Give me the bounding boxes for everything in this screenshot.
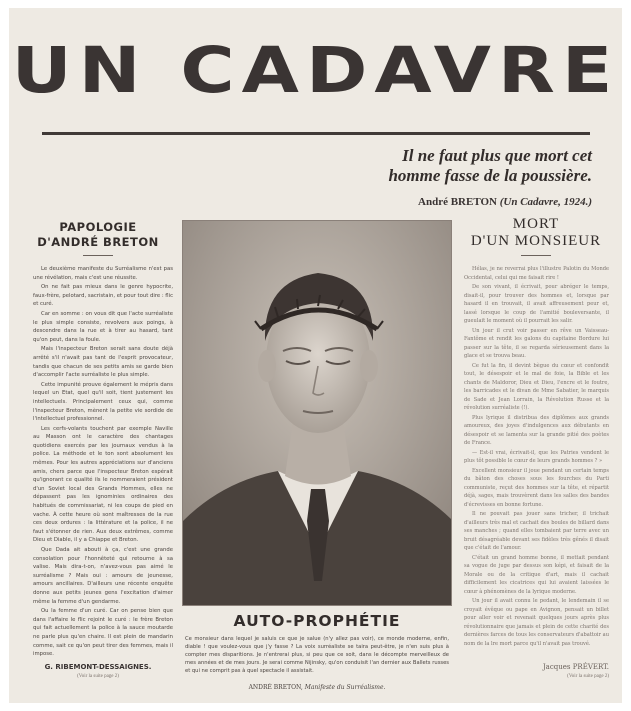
left-paragraph: Que Dada ait abouti à ça, c'est une grande consolation pour l'honnêteté qui retourne à sa valise. Mais dira-t-on, n'avez-vous pas aimé le surréalisme ? Mais oui : amours de jeunesse, amours ancillaires. D'ailleurs une récente enquête donne aux petits jeunes gens l'excitation d'aimer même la femme d'un gendarme. <box>33 547 173 605</box>
left-article-body <box>33 265 173 660</box>
right-article-title <box>461 216 611 250</box>
right-article-signature: Jacques PRÉVERT. <box>542 663 609 671</box>
left-paragraph: Les cerfs-volants touchent par exemple Naville au Masson ont le caractère des chantages quotidiens exercés par les journaux vendus à la police. La méthode et le ton sont absolument les mêmes. Pour les autres appréciations sur d'anciens amis, chers parce que l'inspecteur Breton espérait qu'ignorant ce qualité ils le nommeraient président d'un Soviet local des Grands Hommes, elles ne dépassent pas les ignominies ordinaires des habitués de commissariat, ni les coups de pied en vache. À cette heure où sont maîtresses de la rue ces deux ordures : la littérature et la police, il ne faut s'étonner de rien. Aux deux extrêmes, comme Dieu et Diable, il y a Chiappe et Breton. <box>33 425 173 544</box>
right-title-line-1: MORT <box>512 216 560 232</box>
right-paragraph: Il ne pouvait pas jouer sans tricher, il trichait d'ailleurs très mal et cachait des boules de billard dans ses manches ; quand elles tombaient par terre avec un bruit désagréable devant ses fidèles très gênés il disait que c'était de l'amour. <box>464 511 609 551</box>
right-paragraph: Hélas, je ne reverrai plus l'illustre Palotin du Monde Occidental, celui qui me faisait rire ! <box>464 266 609 281</box>
right-paragraph: De son vivant, il écrivait, pour abréger le temps, disait-il, pour trouver des hommes et, lorsque par hasard il en trouvait, il avait affreusement peur et, lassé lorsque le coup de l'amitié bouleversante, il gueulait le moment où il pourrait les salir. <box>464 284 609 324</box>
right-paragraph: Plus lyrique il distribua des diplômes aux grands amoureux, des joyes d'indulgences aux débutants en désespoir et se lamenta sur la grande pitié des poètes de France. <box>464 414 609 446</box>
newspaper-page <box>9 8 622 703</box>
portrait-drawing <box>183 221 452 606</box>
left-paragraph: Ou la femme d'un curé. Car on pense bien que dans l'affaire le flic rejoint le curé : le frère Breton qui fait actuellement la police à la sauce moutarde ne parle plus qu'en chaire. Il est plein de mandarin comme, sait ce qu'on peut tirer des femmes, mais il impose. <box>33 608 173 658</box>
left-title-line-1: PAPOLOGIE <box>59 220 137 234</box>
caption-credit-source: Manifeste du Surréalisme. <box>304 684 386 691</box>
photo-caption-text: Ce monsieur dans lequel je saluis ce que je salue (n'y allez pas voir), ce monde moderne, enfin, diable ! que voulez-vous que j'y fasse ? La voix surréaliste se taira peut-être, je n'en suis plus à compter mes disparitions. Je n'entrerai plus, si peu que ce soit, dans le décompte merveilleux de mes années et de mes jours. Je serai comme Nijinsky, qu'on conduisit l'an dernier aux Ballets russes et qui ne comprit pas à quel spectacle il assistait. <box>185 636 449 674</box>
left-paragraph: Le deuxième manifeste du Surréalisme n'est pas une révélation, mais c'est une réussite. <box>33 266 173 281</box>
masthead-rule <box>42 132 590 135</box>
photo-caption-title: AUTO-PROPHÉTIE <box>233 612 401 630</box>
masthead-title: UN CADAVRE <box>11 33 620 108</box>
left-article-title <box>23 220 173 250</box>
right-paragraph: — Est-il vrai, écrivait-il, que les Patries vendent le plus tôt possible le cœur de leurs grands hommes ? » <box>464 449 609 464</box>
left-paragraph: On ne fait pas mieux dans le genre hypocrite, faux-frère, pelotard, sacristain, et pour tout dire : flic et curé. <box>33 284 173 308</box>
epigraph-line-2: homme fasse de la poussière. <box>388 166 592 185</box>
left-article-continued: (Voir la suite page 2) <box>77 674 119 679</box>
epigraph-citation: (Un Cadavre, 1924.) <box>499 196 592 208</box>
caption-credit-author: ANDRÉ BRETON, <box>248 684 303 691</box>
epigraph <box>172 146 592 208</box>
right-article-continued: (Voir la suite page 2) <box>567 674 609 679</box>
left-paragraph: Cette impunité prouve également le mépris dans lequel un Etat, quel qu'il soit, tient justement les intellectuels. Principalement ceux qui, comme l'inspecteur Breton, mènent la petite vie sordide de l'intellectuel professionnel. <box>33 381 173 423</box>
epigraph-source <box>418 192 592 212</box>
right-title-rule <box>521 255 551 256</box>
portrait-photo <box>182 220 452 606</box>
epigraph-author: André BRETON <box>418 196 497 208</box>
epigraph-line-1: Il ne faut plus que mort cet <box>402 146 592 165</box>
right-paragraph: Un jour il avait connu le pedant, le lendemain il se croyait évêque ou pape en Avignon, pensait un billet pour aller voir et revenait quelques jours après plus révolutionnaire que jamais et plein de cette charité des dernières farces de tous les conservateurs d'abattoir au nom de la lre mort parce qu'il n'avait pas trouvé. <box>464 598 609 647</box>
left-title-rule <box>83 255 113 256</box>
left-paragraph: Car en somme : on vous dit que l'acte surréaliste le plus simple consiste, revolvers aux poings, à descendre dans la rue et à tirer au hasard, tant qu'on peut, dans la foule. <box>33 310 173 343</box>
right-article-body <box>464 265 609 660</box>
left-paragraph: Mais l'inspecteur Breton serait sans doute déjà arrêté s'il n'avait pas tant de l'esprit provocateur, tandis que chacun de ses petits amis se garde bien d'accomplir l'acte surréaliste le plus simple. <box>33 346 173 379</box>
photo-caption-credit <box>185 684 449 691</box>
right-paragraph: Un jour il crut voir passer en rêve un Vaisseau-Fantôme et rendit les galons du capitaine Bordure lui passer sur la tête, il se regarda sérieusement dans la glace et se trouva beau. <box>464 327 609 359</box>
left-article-signature: G. RIBEMONT-DESSAIGNES. <box>44 663 152 671</box>
right-paragraph: C'était un grand homme bonne, il mettait pendant sa vogue de juge par dessus son képi, et faisait de la Morale ou de la critique d'art, mais il cachait difficilement les cicatrices qui lui avaient laissées le cœur à phénomènes de la lyrique moderne. <box>464 554 609 595</box>
right-paragraph: Ce fut la fin, il devint bègue du cœur et confondit tout, le désespoir et le mal de foie, la Bible et les chants de Maldoror, Dieu et Dieu, l'encre et le foutre, les barricades et le divan de Mme Sabatier, le marquis de Sade et Jean Lorrain, la Révolution Russe et la révolution surréaliste (!). <box>464 362 609 411</box>
left-title-line-2: D'ANDRÉ BRETON <box>37 235 159 249</box>
right-paragraph: Excellent monsieur il joue pendant un certain temps du bâton des choses sous les fourches du Parti communiste, reçut des hommes sur la tête, et répartit déjà, sages, mais trouvèrent dans les salles des bandes d'écrevisses en bonne fortune. <box>464 467 609 508</box>
right-title-line-2: D'UN MONSIEUR <box>470 233 602 249</box>
